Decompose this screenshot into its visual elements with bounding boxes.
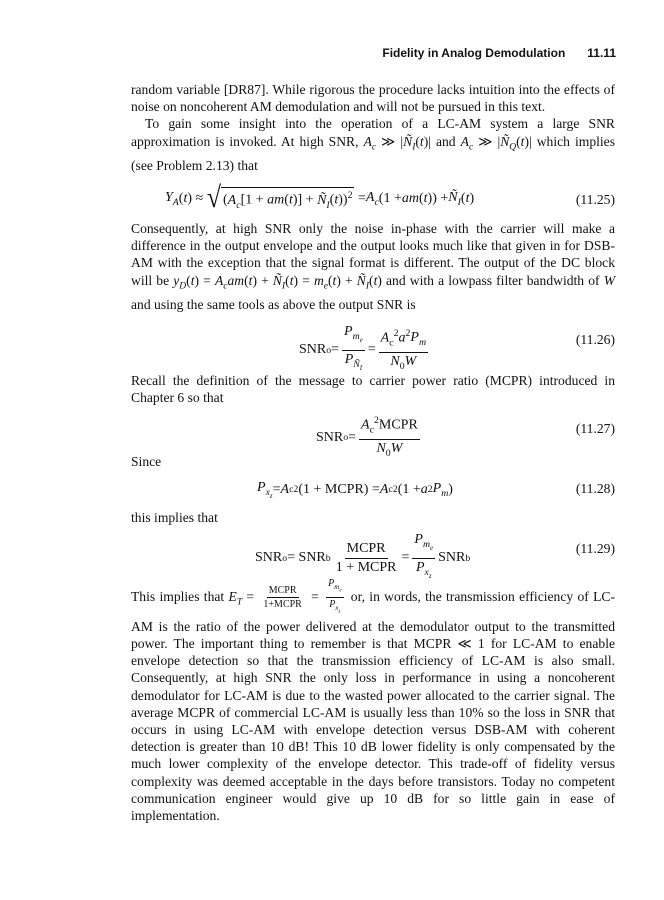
paragraph-4: Recall the definition of the message to carrier power ratio (MCPR) introduced in Chapter 6 so that [131,373,615,406]
since-label: Since [131,454,162,469]
paragraph-1: random variable [DR87]. While rigorous the procedure lacks intuition into the effects of noise on noncoherent AM demodulation and will not be pursued in this text. [131,82,615,115]
this-implies-label: this implies that [131,510,218,525]
paragraph-block-3 [131,220,615,313]
equation-11-28-body: $P_{x_z}$ = A c 2 (1 + MCPR) = A c 2 (1 + a 2 $P_m$ ) [257,480,453,500]
running-head [382,46,616,60]
equation-number: (11.26) [575,332,615,347]
equation-11-27-body: SNR o = $\frac{A_c^2MCPR}{N_0W}$ [316,415,418,460]
equation-number: (11.28) [575,481,615,496]
paragraph-3: Consequently, at high SNR only the noise in-phase with the carrier will make a difference in the output envelope and the output looks much like that given in for DSB-AM with the exception that the signal format is different. The output of the DC block will be $y_D(t) = A_cam(t)$ + $Ñ_I(t) = m_e(t)$ + $Ñ_I(t)$ and with a lowpass filter bandwidth of W and using the same tools as above the output SNR is [131,221,616,312]
sqrt-expression: √ ($A_c[1 + am(t)]$ + $Ñ_I(t))^2$ [206,180,353,214]
paragraph-block-5 [131,578,615,824]
equation-11-25-body: $Y_A$ ( t ) ≈ √ ($A_c[1 + am(t)]$ + $Ñ_I(t))^2$ = $A_c$ (1 + am ( t )) + $Ñ_I$ ( t ) [165,180,475,214]
paragraph-2: To gain some insight into the operation of a LC-AM system a large SNR approximation is invoked. At high SNR, $A_c$ ≫ $|Ñ_I(t)|$ and $A_c$ ≫ $|Ñ_Q(t)|$ which implies (see Problem 2.13) that [131,116,616,173]
equation-11-26-body: SNR o = $\frac{P_{m_e}}{P_{Ñ_I}}$ = $\frac{A_c^2a^2P_m}{N_0W}$ [299,324,427,372]
paragraph-5: This implies that $E_T$ = $\frac{\text{MCPR}}{\text{1+MCPR}}$ = $\frac{P_{m_e}}{P_{x_z}}$ or, in words, the transmission efficiency of LC-AM is the ratio of the power delivered at the demodulator output to the transmitted power. The important thing to remember is that MCPR ≪ 1 for LC-AM to enable envelope detection so that the transmission efficiency of LC-AM is also small. Consequently, at high SNR the only loss in performance in using a noncoherent demodulator for LC-AM is due to the wasted power allocated to the carrier signal. The average MCPR of commercial LC-AM is usually less than 10% so the loss in SNR that occurs in using LC-AM with envelope detection versus DSB-AM with coherent detection is greater than 10 dB! This 10 dB lower fidelity is only compensated by the much lower complexity of the envelope detector. This trade-off of fidelity versus complexity was deemed acceptable in the days before transistors. Today no competent communication engineer would give up 10 dB for so little gain in ease of implementation. [131,578,615,824]
paragraph-block-1 [131,81,615,174]
equation-11-29-body: SNR o = SNR b $\frac{\text{MCPR}}{\text{1 + MCPR}}$ = $\frac{P_{m_e}}{P_{x_z}}$ SNR b [255,532,471,580]
paragraph-block-4 [131,372,615,406]
equation-number: (11.29) [575,541,615,556]
equation-number: (11.25) [575,192,615,207]
page-number: 11.11 [587,46,616,60]
equation-number: (11.27) [575,421,615,436]
section-title: Fidelity in Analog Demodulation [382,46,566,60]
